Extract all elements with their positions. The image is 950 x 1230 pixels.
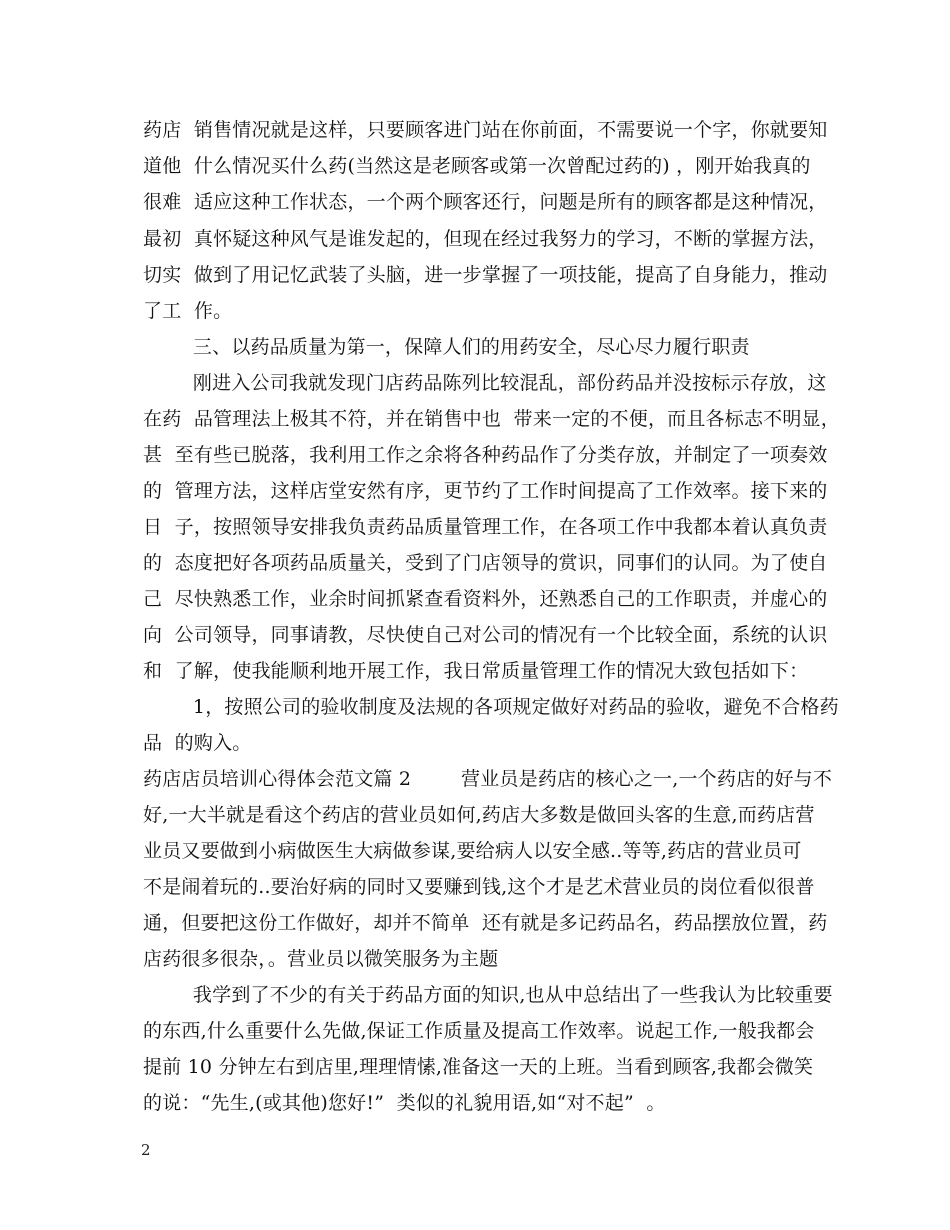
text-line: 通，但要把这份工作做好，却并不简单 还有就是多记药品名，药品摆放位置，药 xyxy=(143,912,828,934)
text-line: 1，按照公司的验收制度及法规的各项规定做好对药品的验收，避免不合格药 xyxy=(143,696,839,718)
text-line: 好,一大半就是看这个药店的营业员如何,药店大多数是做回头客的生意,而药店营 xyxy=(143,804,815,826)
text-line: 在药 品管理法上极其不符，并在销售中也 带来一定的不便，而且各标志不明显， xyxy=(143,408,840,430)
text-line: 的东西,什么重要什么先做,保证工作质量及提高工作效率。说起工作,一般我都会 xyxy=(143,1020,815,1042)
text-line: 日 子，按照领导安排我负责药品质量管理工作，在各项工作中我都本着认真负责 xyxy=(143,516,828,538)
text-line: 品 的购入。 xyxy=(143,732,252,754)
section-heading: 三、以药品质量为第一，保障人们的用药安全，尽心尽力履行职责 xyxy=(143,336,750,358)
text-line: 最初 真怀疑这种风气是谁发起的，但现在经过我努力的学习，不断的掌握方法， xyxy=(143,228,828,250)
text-line: 刚进入公司我就发现门店药品陈列比较混乱，部份药品并没按标示存放，这 xyxy=(143,372,827,394)
text-line: 提前 10 分钟左右到店里,理理情愫,准备这一天的上班。当看到顾客,我都会微笑 xyxy=(143,1056,814,1078)
text-line: 甚 至有些已脱落，我利用工作之余将各种药品作了分类存放，并制定了一项奏效 xyxy=(143,444,828,466)
text-line: 向 公司领导，同事请教，尽快使自己对公司的情况有一个比较全面，系统的认识 xyxy=(143,624,828,646)
text-line: 的说：“先生,(或其他)您好!” 类似的礼貌用语,如“对不起” 。 xyxy=(143,1092,666,1114)
page-number: 2 xyxy=(141,1141,151,1159)
article-title-line: 药店店员培训心得体会范文篇 2 营业员是药店的核心之一,一个药店的好与不 xyxy=(143,768,833,790)
text-line: 道他 什么情况买什么药(当然这是老顾客或第一次曾配过药的) ，刚开始我真的 xyxy=(143,155,811,177)
text-line: 切实 做到了用记忆武装了头脑，进一步掌握了一项技能，提高了自身能力，推动 xyxy=(143,264,828,286)
text-line: 药店 销售情况就是这样，只要顾客进门站在你前面，不需要说一个字，你就要知 xyxy=(143,119,828,141)
text-line: 我学到了不少的有关于药品方面的知识,也从中总结出了一些我认为比较重要 xyxy=(143,984,833,1006)
text-line: 的 态度把好各项药品质量关，受到了门店领导的赏识，同事们的认同。为了使自 xyxy=(143,552,828,574)
text-line: 的 管理方法，这样店堂安然有序，更节约了工作时间提高了工作效率。接下来的 xyxy=(143,480,828,502)
text-line: 店药很多很杂，。营业员以微笑服务为主题 xyxy=(143,948,499,970)
text-line: 了工 作。 xyxy=(143,300,233,322)
text-line: 很难 适应这种工作状态，一个两个顾客还行，问题是所有的顾客都是这种情况， xyxy=(143,191,828,213)
text-line: 己 尽快熟悉工作，业余时间抓紧查看资料外，还熟悉自己的工作职责，并虚心的 xyxy=(143,588,828,610)
text-line: 业员又要做到小病做医生大病做参谋,要给病人以安全感..等等,药店的营业员可 xyxy=(143,840,802,862)
text-line: 不是闹着玩的..要治好病的同时又要赚到钱,这个才是艺术营业员的岗位看似很普 xyxy=(143,876,815,898)
text-line: 和 了解，使我能顺利地开展工作，我日常质量管理工作的情况大致包括如下： xyxy=(143,660,809,682)
